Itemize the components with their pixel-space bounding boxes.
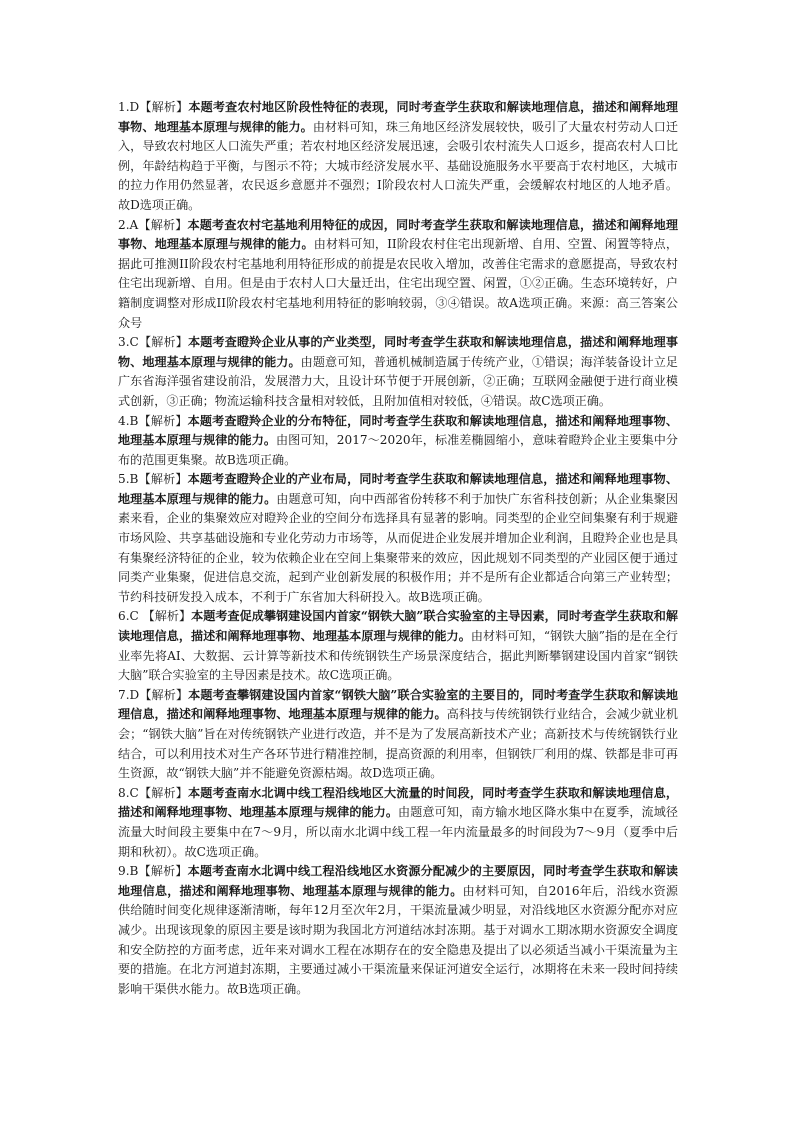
question-2-explanation — [118, 216, 678, 334]
question-1-head: 1.D【解析】 — [118, 100, 189, 114]
question-7-focus: 本题考查攀钢建设国内首家“钢铁大脑”联合实验室的主要目的，同时考查学生获取和解读地理信息，描述和阐释地理事物、地理基本原理与规律的能力。 — [118, 687, 678, 722]
question-4-focus: 本题考查瞪羚企业的分布特征，同时考查学生获取和解读地理信息，描述和阐释地理事物、地理基本原理与规律的能力。 — [118, 413, 678, 448]
question-7-explanation — [118, 686, 678, 784]
question-7-head: 7.D【解析】 — [118, 687, 189, 702]
question-9-head: 9.B【解析】 — [118, 864, 188, 879]
answer-explanations — [118, 98, 678, 999]
question-1-focus: 本题考查农村地区阶段性特征的表现，同时考查学生获取和解读地理信息，描述和阐释地理事物、地理基本原理与规律的能力。 — [118, 100, 678, 134]
question-9-explanation — [118, 862, 678, 999]
question-2-head: 2.A【解析】 — [118, 217, 188, 232]
question-8-explanation — [118, 784, 678, 862]
question-3-head: 3.C【解析】 — [118, 335, 188, 350]
question-6-explanation — [118, 607, 678, 685]
question-6-head: 6.C 【解析】 — [118, 609, 192, 624]
question-5-head: 5.B【解析】 — [118, 472, 188, 487]
question-8-analysis: 由题意可知，南方输水地区降水集中在夏季，流域径流量大时间段主要集中在7～9月，所以南水北调中线工程一年内流量最多的时间段为7～9月（夏季中后期和秋初）。故C选项正确。 — [118, 805, 678, 859]
question-2-focus: 本题考查农村宅基地利用特征的成因，同时考查学生获取和解读地理信息，描述和阐释地理事物、地理基本原理与规律的能力。 — [118, 217, 678, 252]
question-1-explanation — [118, 98, 678, 216]
question-4-head: 4.B【解析】 — [118, 413, 188, 428]
question-6-analysis: 由材料可知，“钢铁大脑”指的是在全行业率先将AI、大数据、云计算等新技术和传统钢铁生产场景深度结合，据此判断攀钢建设国内首家“钢铁大脑”联合实验室的主导因素是技术。故C选项正确。 — [118, 629, 678, 683]
question-7-analysis: 高科技与传统钢铁行业结合，会减少就业机会；“钢铁大脑”旨在对传统钢铁产业进行改造，并不是为了发展高新技术产业；高新技术与传统钢铁行业结合，可以利用技术对生产各环节进行精准控制，提高资源的利用率，但钢铁厂利用的煤、铁都是非可再生资源，故“钢铁大脑”并不能避免资源枯竭。故D选项正确。 — [118, 707, 678, 781]
question-4-analysis: 由图可知，2017～2020年，标准差椭圆缩小，意味着瞪羚企业主要集中分布的范围更集聚。故B选项正确。 — [118, 433, 678, 467]
question-9-focus: 本题考查南水北调中线工程沿线地区水资源分配减少的主要原因，同时考查学生获取和解读地理信息，描述和阐释地理事物、地理基本原理与规律的能力。 — [118, 864, 678, 898]
question-8-head: 8.C【解析】 — [118, 785, 188, 800]
question-5-explanation — [118, 470, 678, 607]
question-1-analysis: 由材料可知，珠三角地区经济发展较快，吸引了大量农村劳动人口迁入，导致农村地区人口流失严重；若农村地区经济发展迅速，会吸引农村流失人口返乡，提高农村人口比例，年龄结构趋于平衡，与图示不符；大城市经济发展水平、基础设施服务水平要高于农村地区，大城市的拉力作用仍然显著，农民返乡意愿并不强烈；I阶段农村人口流失严重，会缓解农村地区的人地矛盾。故D选项正确。 — [118, 119, 678, 212]
question-5-focus: 本题考查瞪羚企业的产业布局，同时考查学生获取和解读地理信息，描述和阐释地理事物、地理基本原理与规律的能力。 — [118, 472, 678, 506]
question-2-analysis: 由材料可知，II阶段农村住宅出现新增、自用、空置、闲置等特点，据此可推测II阶段农村宅基地利用特征形成的前提是农民收入增加，改善住宅需求的意愿提高，导致农村住宅出现新增、自用。但是由于农村人口大量迁出，住宅出现空置、闲置，①②正确。生态环境转好，户籍制度调整对形成II阶段农村宅基地利用特征的影响较弱，③④错误。故A选项正确。来源：高三答案公众号 — [118, 237, 678, 330]
question-5-analysis: 由题意可知，向中西部省份转移不利于加快广东省科技创新；从企业集聚因素来看，企业的集聚效应对瞪羚企业的空间分布选择具有显著的影响。同类型的企业空间集聚有利于规避市场风险、共享基础设施和专业化劳动力市场等，从而促进企业发展并增加企业利润，且瞪羚企业也是具有集聚经济特征的企业，较为依赖企业在空间上集聚带来的效应，因此规划不同类型的产业园区便于通过同类产业集聚，促进信息交流，起到产业创新发展的积极作用；并不是所有企业都适合向第三产业转型；节约科技研发投入成本，不利于广东省加大科研投入。故B选项正确。 — [118, 491, 678, 604]
question-3-focus: 本题考查瞪羚企业从事的产业类型，同时考查学生获取和解读地理信息，描述和阐释地理事物、地理基本原理与规律的能力。 — [118, 335, 678, 369]
question-3-explanation — [118, 333, 678, 411]
question-8-focus: 本题考查南水北调中线工程沿线地区大流量的时间段，同时考查学生获取和解读地理信息，描述和阐释地理事物、地理基本原理与规律的能力。 — [118, 785, 678, 820]
question-4-explanation — [118, 412, 678, 471]
question-6-focus: 本题考查促成攀钢建设国内首家“钢铁大脑”联合实验室的主导因素，同时考查学生获取和解读地理信息，描述和阐释地理事物、地理基本原理与规律的能力。 — [118, 609, 678, 644]
question-3-analysis: 由题意可知，普通机械制造属于传统产业，①错误；海洋装备设计立足广东省海洋强省建设前沿，发展潜力大，且设计环节便于开展创新，②正确；互联网金融便于进行商业模式创新，③正确；物流运输科技含量相对较低，且附加值相对较低，④错误。故C选项正确。 — [118, 354, 678, 408]
question-9-analysis: 由材料可知，自2016年后，沿线水资源供给随时间变化规律逐渐清晰，每年12月至次年2月，干渠流量减少明显，对沿线地区水资源分配亦对应减少。出现该现象的原因主要是该时期为我国北方河道结冰封冻期。基于对调水工期冰期水资源安全调度和安全防控的方面考虑，近年来对调水工程在冰期存在的安全隐患及提出了以必须适当减小干渠流量为主要的措施。在北方河道封冻期，主要通过减小干渠流量来保证河道安全运行，冰期将在未来一段时间持续影响干渠供水能力。故B选项正确。 — [118, 883, 678, 996]
